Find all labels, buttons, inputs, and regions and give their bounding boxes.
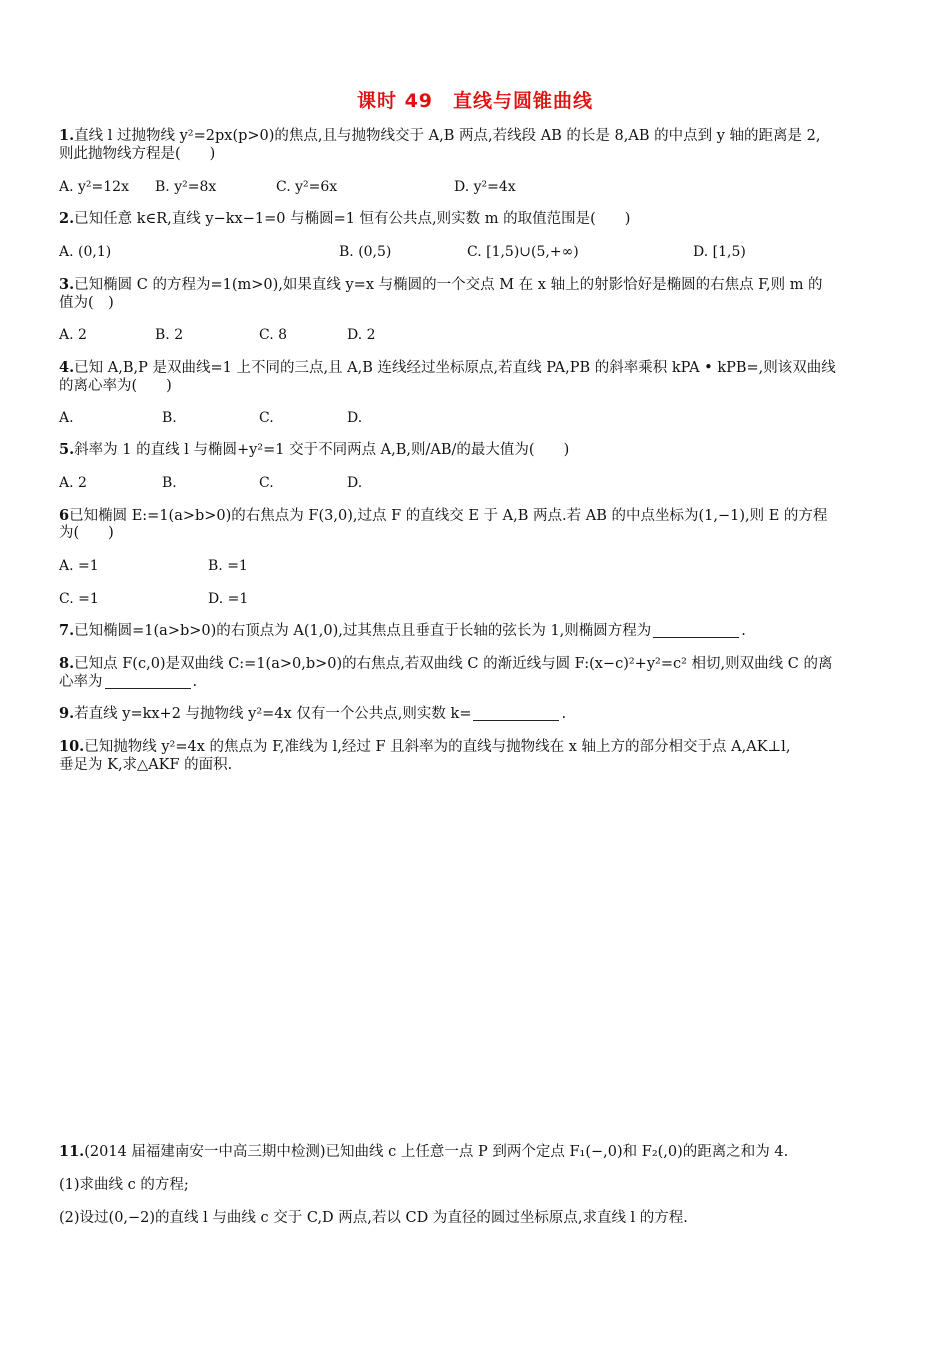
question-text: 若直线 y=kx+2 与抛物线 y²=4x 仅有一个公共点,则实数 k= (74, 706, 472, 722)
question-3-option-a: A. 2 (59, 327, 87, 343)
question-5-option-c: C. (259, 475, 274, 491)
question-text: 已知 A,B,P 是双曲线=1 上不同的三点,且 A,B 连线经过坐标原点,若直线 PA,PB 的斜率乘积 kPA • kPB=,则该双曲线 (74, 360, 836, 376)
question-2-option-c: C. [1,5)∪(5,+∞) (467, 244, 579, 260)
question-5-option-b: B. (162, 475, 177, 491)
question-11-part-2: (2)设过(0,−2)的直线 l 与曲线 c 交于 C,D 两点,若以 CD 为直径的圆过坐标原点,求直线 l 的方程. (59, 1210, 688, 1226)
question-text: 直线 l 过抛物线 y²=2px(p>0)的焦点,且与抛物线交于 A,B 两点,若线段 AB 的长是 8,AB 的中点到 y 轴的距离是 2, (74, 128, 821, 144)
question-number: 6 (59, 507, 70, 524)
question-4-option-c: C. (259, 410, 274, 426)
question-4-stem (59, 359, 899, 377)
question-number: 1. (59, 127, 75, 144)
question-6-stem (59, 507, 899, 525)
question-number: 9. (59, 705, 75, 722)
question-text: 已知任意 k∈R,直线 y−kx−1=0 与椭圆=1 恒有公共点,则实数 m 的取值范围是( ) (74, 211, 631, 227)
question-1-stem-cont: 则此抛物线方程是( ) (59, 146, 216, 162)
question-number: 10. (59, 738, 85, 755)
question-number: 11. (59, 1143, 85, 1160)
question-8-stem (59, 655, 899, 673)
question-number: 2. (59, 210, 75, 227)
question-2-option-d: D. [1,5) (693, 244, 746, 260)
question-3-stem-cont: 值为( ) (59, 295, 114, 311)
question-4-option-b: B. (162, 410, 177, 426)
question-4-option-d: D. (347, 410, 363, 426)
question-tail: . (561, 706, 567, 722)
answer-blank[interactable] (105, 674, 191, 689)
question-1-stem (59, 127, 899, 145)
question-5-stem (59, 441, 899, 459)
question-5-option-a: A. 2 (59, 475, 87, 491)
question-number: 7. (59, 622, 75, 639)
question-1-option-d: D. y²=4x (454, 179, 516, 195)
question-1-option-c: C. y²=6x (276, 179, 338, 195)
question-2-stem (59, 210, 899, 228)
question-5-option-d: D. (347, 475, 363, 491)
question-6-stem-cont: 为( ) (59, 525, 114, 541)
question-4-stem-cont: 的离心率为( ) (59, 378, 172, 394)
question-number: 8. (59, 655, 75, 672)
question-6-option-c: C. =1 (59, 591, 99, 607)
question-2-option-a: A. (0,1) (59, 244, 112, 260)
question-7-stem (59, 622, 899, 640)
question-text: 已知椭圆 E:=1(a>b>0)的右焦点为 F(3,0),过点 F 的直线交 E 于 A,B 两点.若 AB 的中点坐标为(1,−1),则 E 的方程 (69, 508, 828, 524)
question-6-option-b: B. =1 (208, 558, 248, 574)
question-6-option-d: D. =1 (208, 591, 249, 607)
question-8-stem-cont (59, 673, 899, 691)
question-3-option-c: C. 8 (259, 327, 288, 343)
question-9-stem (59, 705, 899, 723)
question-4-option-a: A. (59, 410, 74, 426)
question-number: 4. (59, 359, 75, 376)
question-10-stem (59, 738, 899, 756)
question-number: 3. (59, 276, 75, 293)
question-10-stem-cont: 垂足为 K,求△AKF 的面积. (59, 757, 233, 773)
question-text: 已知椭圆=1(a>b>0)的右顶点为 A(1,0),过其焦点且垂直于长轴的弦长为 1,则椭圆方程为 (74, 623, 652, 639)
question-2-option-b: B. (0,5) (339, 244, 392, 260)
question-tail: . (741, 623, 746, 639)
question-text: 斜率为 1 的直线 l 与椭圆+y²=1 交于不同两点 A,B,则/AB/的最大值为( ) (74, 442, 570, 458)
question-1-option-a: A. y²=12x (59, 179, 129, 195)
answer-blank[interactable] (653, 623, 739, 638)
question-text: (2014 届福建南安一中高三期中检测)已知曲线 c 上任意一点 P 到两个定点 F₁(−,0)和 F₂(,0)的距离之和为 4. (84, 1144, 789, 1160)
question-text: 已知椭圆 C 的方程为=1(m>0),如果直线 y=x 与椭圆的一个交点 M 在 x 轴上的射影恰好是椭圆的右焦点 F,则 m 的 (74, 277, 823, 293)
question-text: 心率为 (59, 674, 103, 690)
page-title: 课时 49 直线与圆锥曲线 (356, 90, 594, 112)
answer-blank[interactable] (473, 706, 559, 721)
question-tail: . (192, 674, 198, 690)
question-3-option-d: D. 2 (347, 327, 376, 343)
question-11-stem (59, 1143, 899, 1161)
question-1-option-b: B. y²=8x (155, 179, 217, 195)
question-number: 5. (59, 441, 75, 458)
question-6-option-a: A. =1 (59, 558, 99, 574)
question-3-option-b: B. 2 (155, 327, 184, 343)
question-text: 已知点 F(c,0)是双曲线 C:=1(a>0,b>0)的右焦点,若双曲线 C 的渐近线与圆 F:(x−c)²+y²=c² 相切,则双曲线 C 的离 (74, 656, 833, 672)
question-11-part-1: (1)求曲线 c 的方程; (59, 1177, 189, 1193)
question-text: 已知抛物线 y²=4x 的焦点为 F,准线为 l,经过 F 且斜率为的直线与抛物线在 x 轴上方的部分相交于点 A,AK⊥l, (84, 739, 791, 755)
question-3-stem (59, 276, 899, 294)
